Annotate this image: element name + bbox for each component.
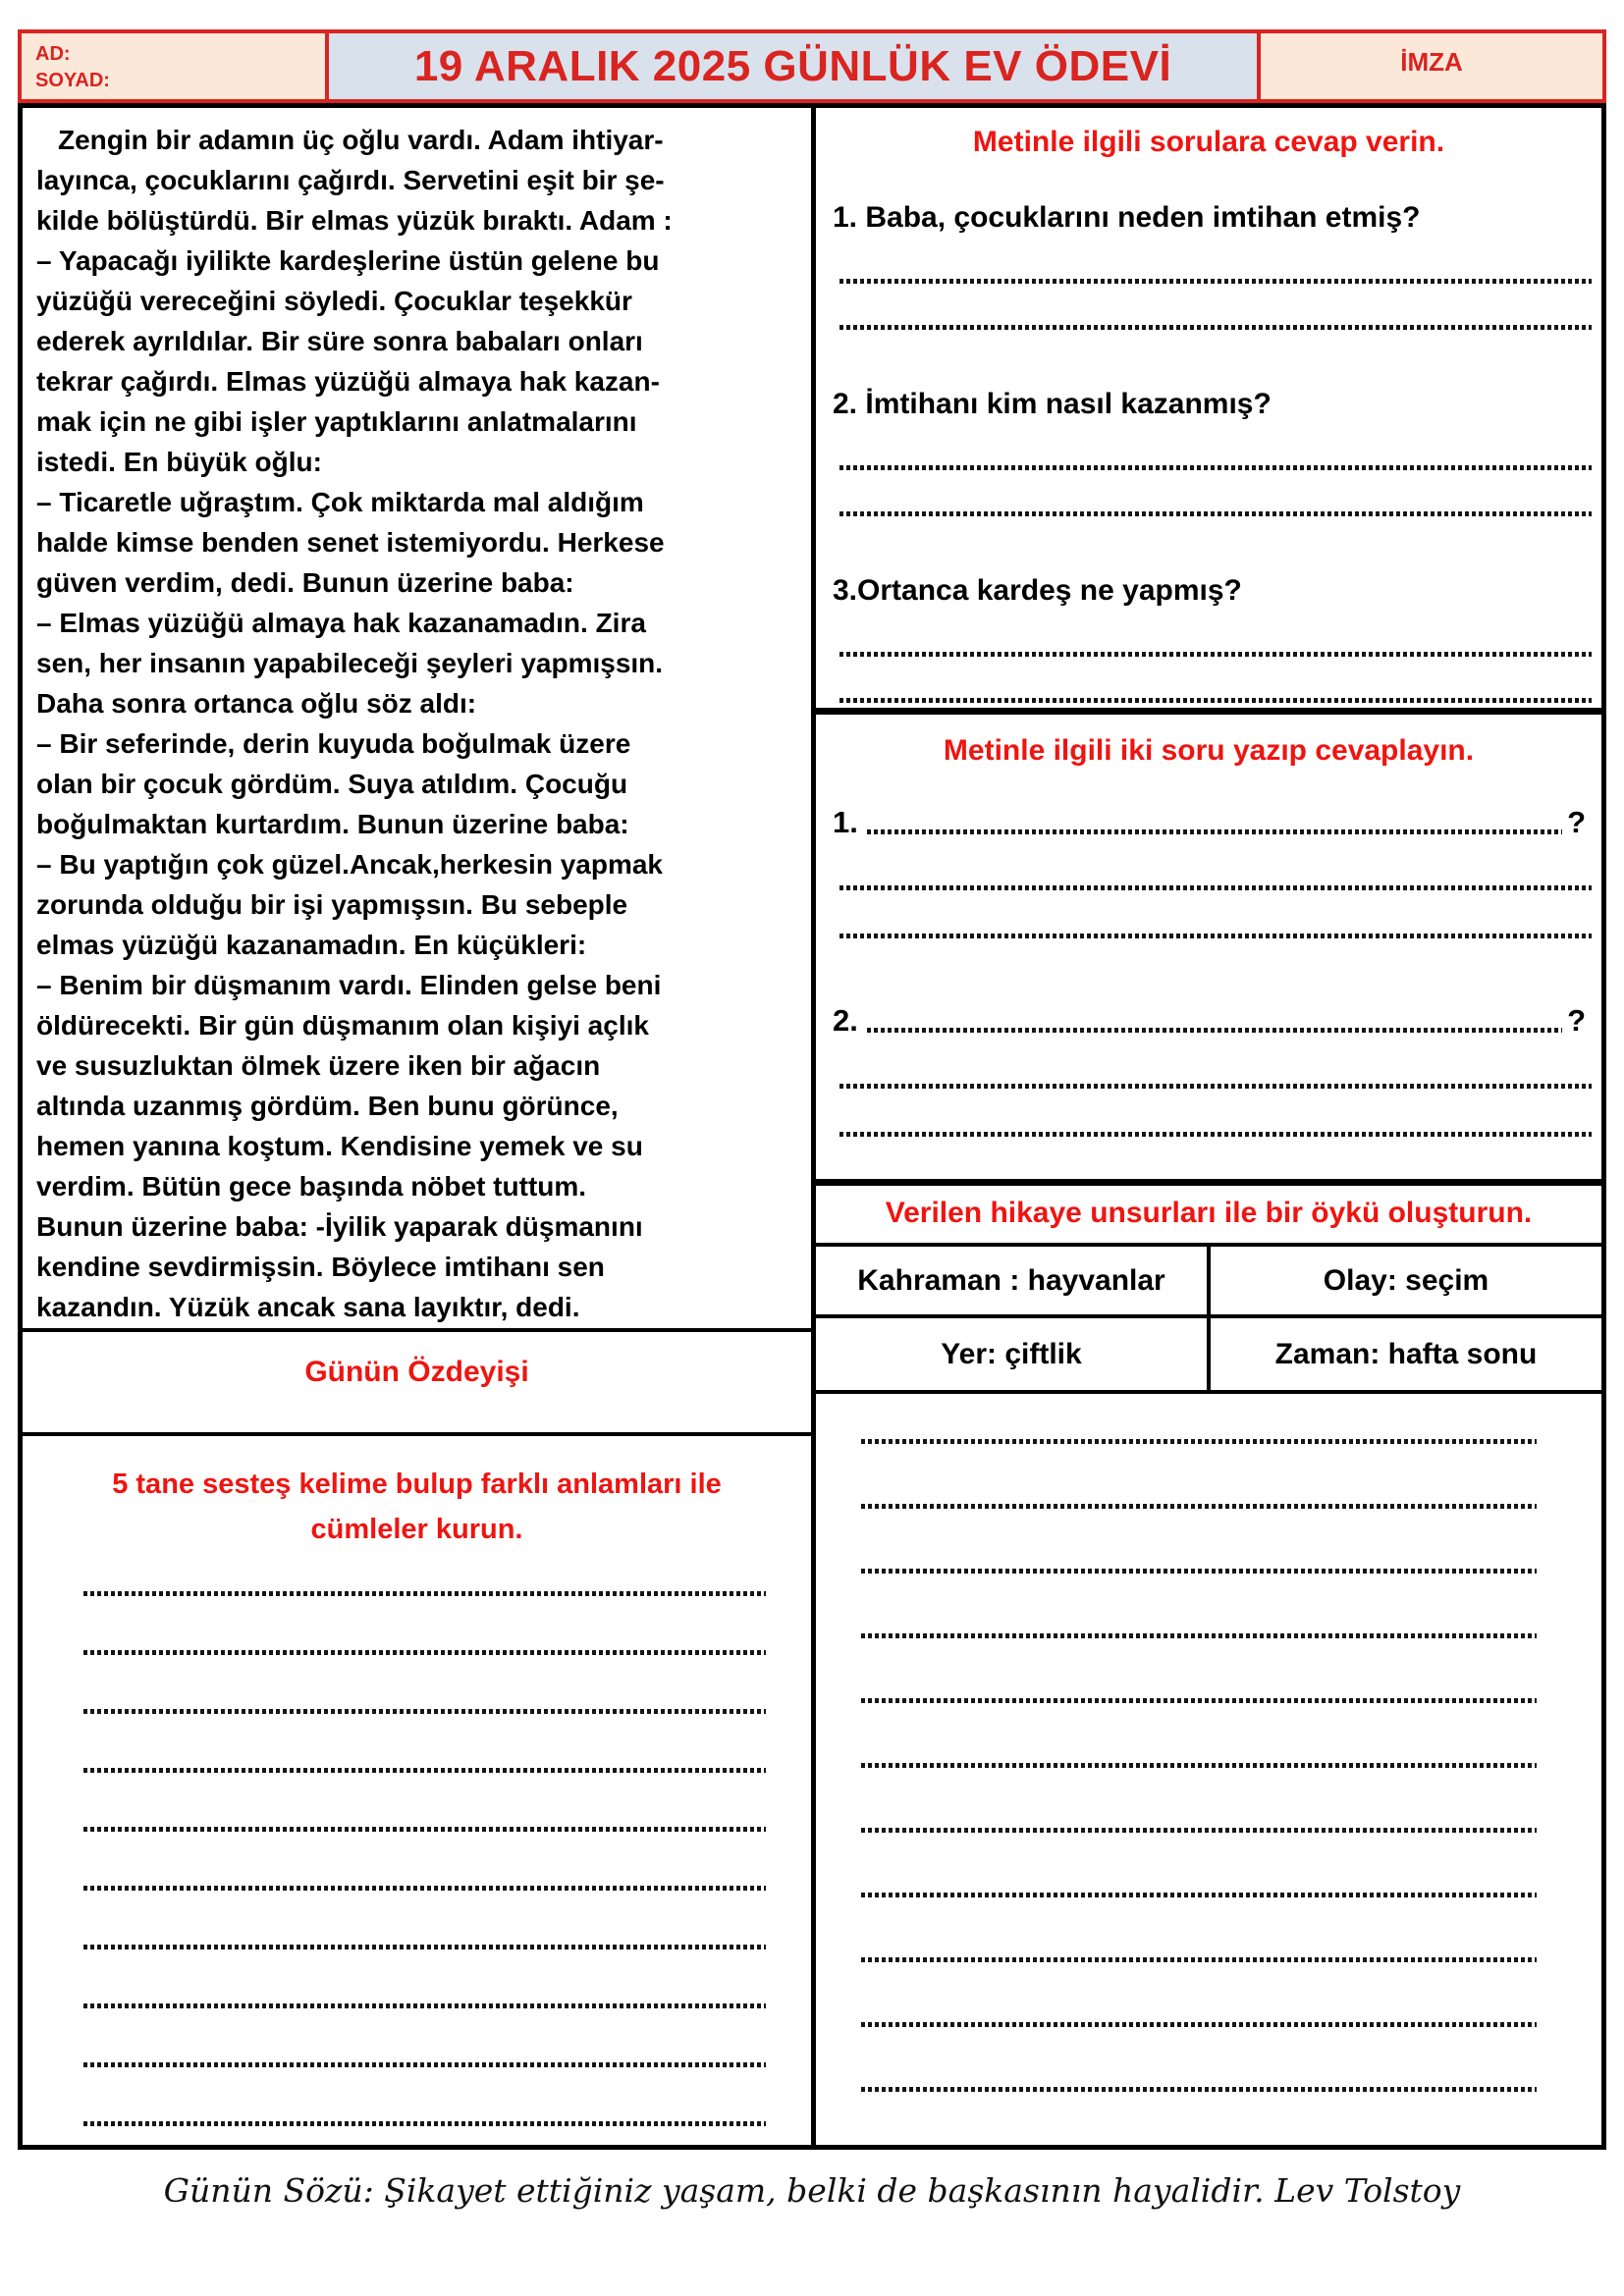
write-question-block [816, 1001, 1601, 1137]
worksheet-title-box [329, 33, 1257, 99]
answer-line [861, 1633, 1537, 1638]
story-line: mak için ne gibi işler yaptıklarını anlatmalarını [36, 406, 637, 437]
answer-line [861, 1698, 1537, 1703]
answer-line [839, 652, 1592, 657]
story-line: elmas yüzüğü kazanamadın. En küçükleri: [36, 930, 587, 960]
answer-line [861, 1893, 1537, 1897]
right-column [816, 108, 1601, 2145]
answer-line [83, 1709, 766, 1714]
story-line: – Benim bir düşmanım vardı. Elinden gelse beni [36, 970, 662, 1000]
story-line: Zengin bir adamın üç oğlu vardı. Adam ihtiyar- [58, 125, 664, 155]
answer-line [83, 1945, 766, 1949]
question-block [816, 385, 1601, 516]
story-line: sen, her insanın yapabileceği şeyleri yapmışsın. [36, 648, 664, 678]
story-elements-table [816, 1247, 1601, 1394]
answer-line [83, 1650, 766, 1655]
story-line: istedi. En büyük oğlu: [36, 447, 322, 477]
story-line: olan bir çocuk gördüm. Suya atıldım. Çocuğu [36, 769, 628, 799]
worksheet-title: 19 ARALIK 2025 GÜNLÜK EV ÖDEVİ [413, 41, 1172, 90]
story-element-event: Olay: seçim [1323, 1263, 1489, 1297]
story-task-title: Verilen hikaye unsurları ile bir öykü oluşturun. [885, 1197, 1533, 1229]
story-line: öldürecekti. Bir gün düşmanım olan kişiyi açlık [36, 1010, 649, 1041]
story-elements-row [816, 1247, 1601, 1318]
story-line: ederek ayrıldılar. Bir süre sonra babaları onları [36, 326, 643, 356]
answer-line [839, 279, 1592, 284]
answer-line [861, 1569, 1537, 1574]
answer-line [83, 1886, 766, 1891]
homophone-answer-lines [23, 1591, 811, 2126]
comprehension-questions-section [816, 108, 1601, 715]
story-line: yüzüğü vereceğini söyledi. Çocuklar teşekkür [36, 286, 632, 316]
dotted-leader [867, 829, 1562, 834]
story-line: – Bu yaptığın çok güzel.Ancak,herkesin yapmak [36, 849, 663, 880]
story-writing-area [816, 1394, 1601, 2145]
story-line: halde kimse benden senet istemiyordu. Herkese [36, 527, 665, 558]
answer-line [861, 1439, 1537, 1444]
story-writing-lines [816, 1439, 1601, 2092]
answer-line [83, 2121, 766, 2126]
story-line: Daha sonra ortanca oğlu söz aldı: [36, 688, 477, 719]
answer-line [839, 465, 1592, 470]
answer-line [861, 1828, 1537, 1833]
answer-line [839, 511, 1592, 516]
surname-label: SOYAD: [35, 70, 110, 91]
answer-line [839, 325, 1592, 330]
comprehension-questions-title: Metinle ilgili sorulara cevap verin. [972, 126, 1445, 158]
answer-line [839, 934, 1592, 938]
question-block [816, 198, 1601, 330]
story-element-time: Zaman: hafta sonu [1274, 1337, 1538, 1370]
answer-line [861, 2087, 1537, 2092]
answer-line [861, 2022, 1537, 2027]
quote-of-day-title: Günün Özdeyişi [304, 1356, 529, 1388]
question-mark: ? [1567, 805, 1586, 839]
answer-line [861, 1957, 1537, 1962]
answer-line [83, 1768, 766, 1773]
story-line: zorunda olduğu bir işi yapmışsın. Bu sebeple [36, 889, 628, 920]
left-column [23, 108, 816, 2145]
question-label: 3.Ortanca kardeş ne yapmış? [833, 574, 1242, 607]
write-questions-section [816, 715, 1601, 1186]
question-mark: ? [1567, 1003, 1586, 1038]
story-line: altında uzanmış gördüm. Ben bunu görünce, [36, 1091, 619, 1121]
write-question-block [816, 803, 1601, 938]
write-question-row [833, 1001, 1586, 1041]
story-line: layınca, çocuklarını çağırdı. Servetini eşit bir şe- [36, 165, 665, 195]
story-element-hero: Kahraman : hayvanlar [816, 1247, 1211, 1314]
answer-line [839, 1132, 1592, 1137]
answer-line [83, 1827, 766, 1832]
question-block [816, 571, 1601, 703]
dotted-leader [867, 1028, 1562, 1033]
story-line: – Ticaretle uğraştım. Çok miktarda mal aldığım [36, 487, 644, 517]
question-number: 2. [833, 1003, 858, 1038]
answer-line [83, 2003, 766, 2008]
story-line: güven verdim, dedi. Bunun üzerine baba: [36, 567, 574, 598]
write-question-list [816, 803, 1601, 1137]
story-line: hemen yanına koştum. Kendisine yemek ve su [36, 1131, 643, 1161]
write-question-row [833, 803, 1586, 842]
main-content [18, 103, 1606, 2150]
story-line: verdim. Bütün gece başında nöbet tuttum. [36, 1171, 587, 1201]
story-task-header [816, 1186, 1601, 1247]
story-line: kendine sevdirmişsin. Böylece imtihanı sen [36, 1252, 605, 1282]
answer-line [861, 1763, 1537, 1768]
story-line: – Elmas yüzüğü almaya hak kazanamadın. Zira [36, 608, 646, 638]
answer-line [839, 698, 1592, 703]
reading-text-box [23, 108, 811, 1332]
answer-line [861, 1504, 1537, 1509]
signature-label: İMZA [1400, 47, 1463, 77]
story-line: kilde bölüştürdü. Bir elmas yüzük bıraktı. Adam : [36, 205, 673, 236]
story-elements-row [816, 1318, 1601, 1390]
homophone-instruction: 5 tane sesteş kelime bulup farklı anlamları ile cümleler kurun. [112, 1468, 722, 1545]
story-line: ve susuzluktan ölmek üzere iken bir ağacın [36, 1050, 601, 1081]
header [18, 29, 1606, 103]
question-number: 1. [833, 805, 858, 839]
name-surname-box [22, 33, 329, 99]
story-line: – Bir seferinde, derin kuyuda boğulmak üzere [36, 728, 631, 759]
question-label: 2. İmtihanı kim nasıl kazanmış? [833, 388, 1272, 420]
name-label: AD: [35, 43, 71, 65]
story-element-place: Yer: çiftlik [816, 1318, 1211, 1390]
homophone-task-box [23, 1436, 811, 2145]
story-line: – Yapacağı iyilikte kardeşlerine üstün gelene bu [36, 245, 660, 276]
quote-of-day-box [23, 1332, 811, 1436]
answer-line [83, 1591, 766, 1596]
signature-box [1257, 33, 1602, 99]
reading-text [36, 120, 805, 1327]
answer-line [839, 1084, 1592, 1089]
answer-line [83, 2062, 766, 2067]
story-line: tekrar çağırdı. Elmas yüzüğü almaya hak kazan- [36, 366, 660, 397]
comprehension-question-list [816, 198, 1601, 703]
story-line: boğulmaktan kurtardım. Bunun üzerine baba: [36, 809, 629, 839]
footer-quote: Günün Sözü: Şikayet ettiğiniz yaşam, belki de başkasının hayalidir. Lev Tolstoy [163, 2171, 1461, 2210]
story-line: kazandın. Yüzük ancak sana layıktır, dedi. [36, 1292, 580, 1322]
write-questions-title: Metinle ilgili iki soru yazıp cevaplayın. [943, 734, 1475, 767]
story-line: Bunun üzerine baba: -İyilik yaparak düşmanını [36, 1211, 643, 1242]
question-label: 1. Baba, çocuklarını neden imtihan etmiş? [833, 201, 1421, 234]
answer-line [839, 885, 1592, 890]
